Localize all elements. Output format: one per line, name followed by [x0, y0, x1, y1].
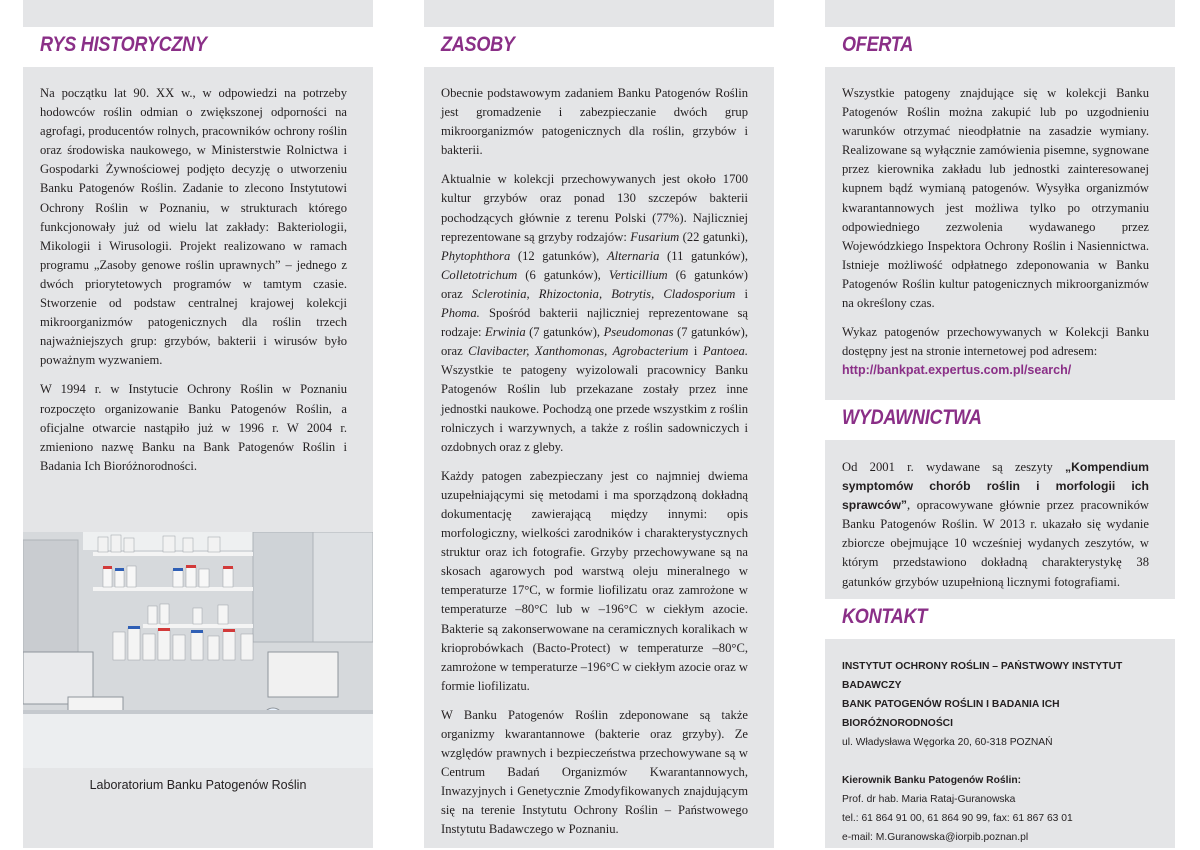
heading-kontakt: KONTAKT — [842, 605, 928, 628]
heading-band — [825, 27, 1175, 67]
bank-name: BANK PATOGENÓW ROŚLIN I BADANIA ICH BIORÓŻNORODNOŚCI — [842, 699, 1060, 729]
heading-zasoby: ZASOBY — [441, 33, 515, 56]
text-run: (6 gatunków) oraz — [441, 267, 748, 301]
genus-name: Phytophthora — [441, 248, 511, 263]
text-run: Spośród bakterii najliczniej reprezentowane są rodzaje: — [441, 306, 748, 340]
genus-name: Phoma. — [441, 306, 480, 321]
phone-fax: tel.: 61 864 91 00, 61 864 90 99, fax: 61 867 63 01 — [842, 813, 1073, 824]
heading-band — [825, 599, 1175, 639]
heading-band — [424, 27, 774, 67]
historia-paragraph-2: W 1994 r. w Instytucie Ochrony Roślin w Poznaniu rozpoczęto organizowanie Banku Patogenów Roślin, a oficjalne otwarcie nastąpiło już w 1996 r. W 2004 r. zmieniono nazwę Banku na Bank Patogenów Roślin i Badania Ich Bioróżnorodności. — [40, 382, 347, 473]
zasoby-text — [441, 84, 748, 850]
text-run: i — [735, 286, 748, 301]
text-run: Wykaz patogenów przechowywanych w Kolekcji Banku dostępny jest na stronie internetowej pod adresem: — [842, 325, 1149, 359]
zasoby-paragraph-1: Obecnie podstawowym zadaniem Banku Patogenów Roślin jest gromadzenie i zabezpieczanie dwóch grup mikroorganizmów patogenicznych dla roślin, grzybów i bakterii. — [441, 86, 748, 158]
manager-name: Prof. dr hab. Maria Rataj-Guranowska — [842, 794, 1016, 805]
genus-name: Alternaria — [606, 248, 660, 263]
genus-name: Pseudomonas — [603, 325, 674, 340]
historia-text — [40, 84, 347, 486]
photo-caption: Laboratorium Banku Patogenów Roślin — [89, 778, 307, 792]
genus-name: Fusarium — [630, 229, 680, 244]
spacer — [842, 752, 1162, 771]
genus-name: Colletotrichum — [441, 267, 518, 282]
bank-url-link[interactable]: http://bankpat.expertus.com.pl/search/ — [842, 363, 1072, 378]
genus-name: Clavibacter, Xanthomonas, Agrobacterium — [468, 344, 689, 359]
text-run: Wszystkie te patogeny wyizolowali pracownicy Banku Patogenów Roślin lub przekazane zostały przez inne jednostki naukowe. Pochodzą one przede wszystkim z roślin rolniczych i warzywnych, a także z roślin sadowniczych i ozdobnych oraz z gleby. — [441, 363, 748, 454]
text-run: (7 gatunków), — [525, 325, 604, 340]
email[interactable]: e-mail: M.Guranowska@iorpib.poznan.pl — [842, 832, 1029, 843]
text-run: , opracowywane głównie przez pracowników Banku Patogenów Roślin. W 2013 r. ukazało się wydanie zbiorcze obejmujące 10 wcześniej wydanych zeszytów, w którym przedstawiono dokładną charakterystykę 38 gatunków grzybów uzupełnioną licznymi fotografiami. — [842, 498, 1149, 589]
zasoby-paragraph-2 — [441, 170, 748, 456]
text-run: (6 gatunków), — [517, 267, 609, 282]
text-run: (7 gatunków), oraz — [441, 325, 748, 359]
wydawnictwa-text — [842, 458, 1149, 602]
text-run: i — [688, 344, 703, 359]
heading-wydawnictwa: WYDAWNICTWA — [842, 406, 982, 429]
contact-block — [842, 657, 1162, 847]
genus-name: Sclerotinia, Rhizoctonia, Botrytis, Cladosporium — [471, 286, 736, 301]
genus-name: Erwinia — [485, 325, 526, 340]
text-run: (12 gatunków), — [510, 248, 607, 263]
heading-band — [825, 400, 1175, 440]
heading-rys-historyczny: RYS HISTORYCZNY — [40, 33, 207, 56]
oferta-paragraph-2 — [842, 323, 1149, 380]
laboratory-photo — [23, 532, 373, 768]
column-oferta — [825, 0, 1175, 848]
genus-name: Pantoea. — [702, 344, 748, 359]
zasoby-paragraph-4: W Banku Patogenów Roślin zdeponowane są także organizmy kwarantannowe (bakterie oraz grzyby). Ze względów prawnych i bezpieczeństwa przechowywane są w Centrum Badań Organizmów Kwarantannowych, Inwazyjnych i Genetycznie Zmodyfikowanych znajdującym się na terenie Instytutu Ochrony Roślin – Państwowego Instytutu Badawczego w Poznaniu. — [441, 707, 748, 837]
historia-paragraph-1: Na początku lat 90. XX w., w odpowiedzi na potrzeby hodowców roślin odmian o zwiększonej odporności na agrofagi, producentów rolnych, pracowników ochrony roślin oraz środowiska naukowego, w Ministerstwie Rolnictwa i Gospodarki Żywnościowej podjęto decyzję o utworzeniu Banku Patogenów Roślin. Zadanie to zlecono Instytutowi Ochrony Roślin w Poznaniu, w strukturach którego funkcjonowały już od wielu lat zakłady: Bakteriologii, Mikologii i Wirusologii. Projekt realizowano w ramach programu „Zasoby genowe roślin uprawnych” – jednego z dwóch priorytetowych programów w tamtym czasie. Stworzenie od podstaw centralnej krajowej kolekcji mikroorganizmów patogenicznych dla roślin trzech najważniejszych grup: grzybów, bakterii i wirusów było poważnym wyzwaniem. — [40, 86, 347, 368]
column-zasoby — [424, 0, 774, 848]
text-run: Aktualnie w kolekcji przechowywanych jest około 1700 kultur grzybów oraz ponad 130 szczepów bakterii pochodzących głównie z terenu Polski (77%). Najliczniej reprezentowane są grzyby rodzajów: — [441, 172, 748, 244]
genus-name: Verticillium — [608, 267, 668, 282]
text-run: Od 2001 r. wydawane są zeszyty — [842, 460, 1066, 474]
heading-oferta: OFERTA — [842, 33, 914, 56]
oferta-text — [842, 84, 1149, 390]
heading-band — [23, 27, 373, 67]
text-run: (11 gatunków), — [659, 248, 748, 263]
publication-title: „Kompendium symptomów chorób roślin i morfologii ich sprawców” — [842, 460, 1149, 513]
institute-name: INSTYTUT OCHRONY ROŚLIN – PAŃSTWOWY INSTYTUT BADAWCZY — [842, 661, 1123, 691]
address: ul. Władysława Węgorka 20, 60-318 POZNAŃ — [842, 737, 1053, 748]
text-run: (22 gatunki), — [679, 229, 748, 244]
zasoby-paragraph-3: Każdy patogen zabezpieczany jest co najmniej dwiema uzupełniającymi się metodami i ma sporządzoną dokładną dokumentację zawierającą między innymi: opis morfologiczny, wielkości zarodników i charakterystycznych struktur oraz ich fotografie. Grzyby przechowywane są na skosach agarowych pod warstwą oleju mineralnego w temperaturze 17°C, w formie liofilizatu oraz zamrożone w temperaturze –80°C lub w –196°C w ciekłym azocie. Bakterie są zakonserwowane na ceramicznych koralikach w krioprobówkach (Bacto-Protect) w temperaturze –80°C, zamrożone w temperaturze –196°C w ciekłym azocie oraz w formie liofilizatu. — [441, 468, 748, 693]
wydawnictwa-paragraph — [842, 458, 1149, 592]
oferta-paragraph-1: Wszystkie patogeny znajdujące się w kolekcji Banku Patogenów Roślin można zakupić lub po uzgodnieniu warunków otrzymać nieodpłatnie na zasadzie wymiany. Realizowane są wyłącznie zamówienia pisemne, sygnowane przez kierownika zakładu lub jednostki zainteresowanej kupnem bądź wymianą patogenów. Wysyłka organizmów kwarantannowych jest możliwa tylko po otrzymaniu odpowiedniego zezwolenia wydawanego przez Wojewódzkiego Inspektora Ochrony Roślin i Nasiennictwa. Istnieje możliwość odpłatnego zdeponowania w Banku Patogenów Roślin kultur patogenicznych mikroorganizmów na określony czas. — [842, 86, 1149, 311]
column-historia — [23, 0, 373, 848]
manager-label: Kierownik Banku Patogenów Roślin: — [842, 775, 1022, 786]
